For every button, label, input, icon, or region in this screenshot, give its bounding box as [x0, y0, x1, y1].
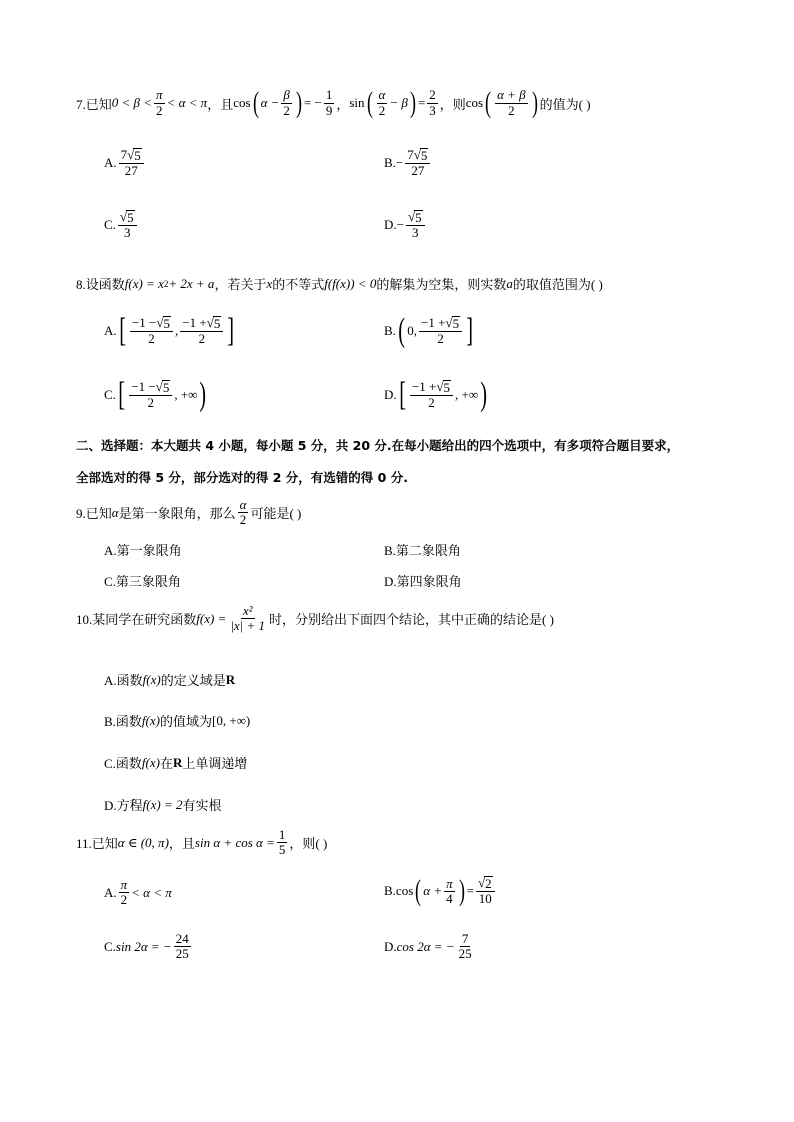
q10-suffix: 时，分别给出下面四个结论，其中正确的结论是( ) — [269, 612, 554, 628]
frac-den: 2 — [283, 102, 290, 118]
cos-text: cos — [465, 95, 484, 110]
zero: 0, — [407, 323, 417, 338]
radicand: 5 — [162, 379, 170, 395]
q8-option-b — [384, 314, 475, 348]
q11-option-b — [384, 876, 497, 907]
num-text: −1 − — [131, 378, 156, 394]
frac-den: 3 — [412, 225, 419, 241]
radicand: 5 — [127, 210, 134, 225]
radicand: 5 — [213, 315, 221, 331]
section-heading-line2: 全部选对的得 5 分，部分选对的得 2 分，有选错的得 0 分. — [76, 470, 408, 485]
right-bracket: ] — [466, 312, 474, 349]
frac-num — [180, 316, 223, 332]
frac-num: 1 — [278, 827, 286, 842]
sqrt — [156, 316, 171, 331]
frac-den: 27 — [411, 163, 425, 179]
section-heading-line1: 二、选择题：本大题共 4 小题，每小题 5 分，共 20 分.在每小题给出的四个选项中，有多项符合题目要求， — [76, 438, 680, 453]
q11-option-d — [384, 932, 476, 962]
fx: f(x) — [141, 754, 160, 770]
q7-pi-over-2 — [154, 88, 165, 118]
option-frac — [174, 932, 191, 962]
q7-expr2: − β — [389, 95, 408, 110]
left-paren: ( — [398, 312, 405, 349]
frac-num: α + β — [497, 87, 526, 103]
q10-option-c — [104, 753, 247, 772]
option-label: D. — [384, 217, 397, 233]
right-bracket: ] — [227, 312, 235, 349]
q11-expr: sin α + cos α = — [194, 834, 275, 850]
frac-den: 2 — [428, 395, 435, 410]
q7-stem — [76, 88, 591, 118]
q7-cond1: 0 < β < — [111, 95, 153, 110]
frac-num: π — [446, 875, 453, 891]
infinity: , +∞ — [174, 387, 198, 402]
frac-den: 2 — [120, 892, 128, 908]
q7-mid2: ， — [336, 96, 350, 112]
inner-expr: α + — [423, 883, 443, 899]
sqrt — [414, 148, 429, 163]
num-text: −1 + — [421, 314, 446, 330]
option-text: A.函数 — [104, 673, 143, 688]
option-frac — [476, 876, 495, 907]
q8-rest: + 2x + a — [168, 275, 215, 291]
sqrt-sign: √ — [436, 378, 444, 394]
frac-num: π — [120, 877, 128, 892]
sqrt — [436, 380, 451, 395]
radicand: 5 — [420, 148, 428, 163]
q9-prefix: 9.已知 — [76, 506, 112, 522]
left-paren: ( — [485, 86, 492, 119]
q10-option-b — [104, 711, 250, 730]
sqrt-sign: √ — [445, 314, 453, 330]
q7-option-b — [384, 148, 432, 179]
q11-frac — [277, 828, 288, 858]
left-paren: ( — [252, 86, 259, 119]
equation: f(x) = 2 — [142, 796, 183, 812]
var-a: a — [506, 275, 513, 291]
frac-num: 1 — [325, 87, 333, 103]
frac-num: x² — [242, 603, 253, 618]
frac-den: 2 — [508, 102, 515, 118]
sqrt-sign: √ — [407, 209, 416, 224]
frac-den: 2 — [156, 102, 163, 118]
option-frac — [119, 148, 144, 179]
sqrt-sign: √ — [477, 875, 486, 890]
frac-den: 3 — [123, 225, 131, 241]
range: [0, +∞) — [211, 712, 251, 728]
frac-num — [476, 876, 495, 892]
option-label: B. — [384, 323, 396, 338]
q8-mid3: 的解集为空集，则实数 — [376, 277, 507, 292]
sqrt — [156, 380, 171, 395]
q9-stem — [76, 498, 301, 528]
q8-mid: ，若关于 — [214, 277, 267, 292]
option-label: A. — [104, 884, 117, 900]
sqrt-sign: √ — [413, 147, 421, 162]
option-frac — [130, 316, 173, 347]
frac-den: 2 — [148, 331, 155, 346]
option-frac — [118, 210, 137, 241]
left-bracket: [ — [118, 376, 125, 413]
frac-den: 9 — [325, 102, 333, 118]
option-label: B. — [384, 883, 396, 899]
radicand: 5 — [415, 210, 422, 225]
sqrt — [207, 316, 222, 331]
q7-mid1: ，且 — [207, 96, 234, 112]
option-text: 在 — [159, 756, 173, 771]
option-label: C. — [104, 217, 116, 233]
q7-eq2: = — [417, 95, 426, 110]
frac-den: 25 — [175, 946, 189, 962]
option-tail: < α < π — [131, 884, 172, 900]
q11-suffix: ，则( ) — [289, 836, 328, 852]
option-label: A. — [104, 155, 117, 171]
right-paren: ) — [480, 376, 488, 413]
sqrt-sign: √ — [119, 209, 128, 224]
option-label: D. — [384, 938, 397, 954]
comma: , — [175, 323, 179, 338]
frac-den: 2 — [378, 102, 386, 118]
num-text: −1 + — [182, 314, 207, 330]
option-frac — [444, 877, 455, 907]
frac-den: 2 — [437, 331, 444, 346]
option-label: C. — [104, 387, 116, 402]
coef: 7 — [407, 147, 414, 162]
q10-prefix: 10.某同学在研究函数 — [76, 612, 197, 628]
right-paren: ) — [199, 376, 207, 413]
q7-expr1: α − — [260, 95, 280, 110]
q8-option-a — [104, 314, 237, 348]
q9-mid: 是第一象限角，那么 — [118, 506, 236, 522]
q11-option-a — [104, 878, 172, 908]
q8-option-d — [384, 378, 489, 412]
frac-den: 2 — [147, 395, 155, 410]
option-text: 有实根 — [182, 798, 222, 813]
option-label: D. — [384, 387, 397, 402]
option-frac — [410, 380, 453, 411]
option-expr: sin 2α = − — [115, 938, 172, 954]
q8-suffix: 的取值范围为( ) — [512, 277, 603, 292]
coef: 7 — [120, 147, 128, 162]
frac-den: |x| + 1 — [230, 618, 266, 634]
q7-eq1: = − — [303, 95, 322, 110]
sqrt-sign: √ — [127, 147, 135, 162]
frac-num: 24 — [175, 931, 189, 946]
frac-num — [406, 210, 425, 226]
frac-num: α — [239, 497, 247, 512]
frac-den: 10 — [478, 891, 492, 907]
sqrt — [127, 148, 142, 163]
right-paren: ) — [531, 86, 538, 119]
option-label: A. — [104, 323, 117, 338]
option-expr: cos 2α = − — [396, 938, 455, 954]
fx: f(x) — [141, 712, 160, 728]
sqrt — [120, 210, 135, 225]
q9-frac — [238, 498, 249, 528]
radicand: 5 — [443, 379, 451, 395]
q11-stem — [76, 828, 327, 858]
frac-den: 2 — [198, 331, 206, 346]
minus-sign: − — [396, 217, 404, 233]
num-text: −1 − — [131, 314, 157, 330]
q7-alpha-frac — [377, 88, 388, 118]
q10-option-d — [104, 795, 221, 814]
q9-suffix: 可能是( ) — [250, 506, 302, 522]
sqrt — [478, 876, 493, 891]
option-frac — [129, 380, 172, 411]
option-frac — [457, 932, 474, 962]
right-paren: ) — [295, 86, 302, 119]
left-bracket: [ — [118, 312, 126, 349]
fx: f(x) — [142, 671, 161, 687]
sqrt — [445, 316, 460, 331]
q10-frac — [228, 604, 267, 634]
right-paren: ) — [409, 86, 416, 119]
option-text: 的定义域是 — [160, 673, 226, 688]
q7-option-c — [104, 210, 139, 241]
reals-symbol: R — [172, 754, 183, 770]
option-frac — [180, 316, 223, 347]
q7-val1 — [324, 88, 335, 118]
var-alpha: α — [111, 504, 119, 520]
left-paren: ( — [415, 874, 422, 908]
q7-val2 — [427, 88, 438, 118]
var-x: x — [266, 275, 273, 291]
left-bracket: [ — [398, 376, 406, 413]
option-label: C. — [104, 938, 116, 954]
sqrt-sign: √ — [156, 314, 164, 330]
q9-option-d: D.第四象限角 — [384, 574, 462, 589]
frac-den: 5 — [278, 842, 286, 858]
frac-num: π — [156, 87, 163, 103]
frac-den: 27 — [124, 163, 138, 179]
minus-sign: − — [395, 155, 404, 171]
q7-target-frac — [495, 88, 528, 118]
frac-num — [129, 380, 172, 396]
sqrt-sign: √ — [155, 378, 163, 394]
q9-option-c: C.第三象限角 — [104, 574, 181, 589]
sin-text: sin — [349, 95, 365, 110]
radicand: 2 — [485, 876, 492, 891]
option-text: B.函数 — [104, 714, 142, 729]
sqrt — [408, 210, 423, 225]
option-frac — [405, 148, 430, 179]
q8-prefix: 8.设函数 — [76, 277, 125, 292]
q8-option-c — [104, 378, 209, 412]
q9-option-b: B.第二象限角 — [384, 543, 461, 558]
q8-mid2: 的不等式 — [272, 277, 325, 292]
q7-prefix: 7.已知 — [76, 96, 112, 112]
reals-symbol: R — [225, 671, 236, 687]
frac-den: 3 — [429, 102, 436, 118]
equals: = — [466, 883, 474, 899]
frac-num — [118, 210, 137, 226]
frac-num — [410, 380, 453, 396]
infinity: , +∞ — [455, 387, 479, 402]
option-frac — [406, 210, 425, 241]
frac-den: 4 — [446, 890, 453, 906]
frac-num — [405, 148, 430, 164]
option-text: C.函数 — [104, 756, 142, 771]
cos-text: cos — [233, 95, 251, 110]
q11-cond: α ∈ (0, π) — [117, 834, 169, 850]
radicand: 5 — [134, 148, 141, 163]
q7-beta-frac — [281, 88, 292, 118]
option-label: B. — [384, 155, 396, 171]
q7-mid3: ，则 — [439, 96, 466, 112]
option-text: 上单调递增 — [182, 756, 248, 771]
q7-suffix: 的值为( ) — [539, 96, 591, 112]
frac-den: 25 — [458, 946, 472, 962]
superscript: 2 — [163, 278, 169, 289]
option-text: D.方程 — [104, 798, 143, 813]
frac-num — [419, 316, 462, 332]
frac-num: 7 — [461, 931, 469, 946]
num-text: −1 + — [411, 378, 437, 394]
frac-den: 2 — [239, 512, 247, 528]
sqrt-sign: √ — [206, 314, 214, 330]
q11-option-c — [104, 932, 193, 962]
frac-num — [119, 148, 144, 164]
q8-fx: f(x) = x — [124, 275, 164, 291]
radicand: 5 — [163, 315, 171, 331]
q7-cond1-tail: < α < π — [166, 95, 208, 110]
radicand: 5 — [452, 315, 460, 331]
q9-option-a: A.第一象限角 — [104, 543, 182, 558]
option-frac — [119, 878, 130, 908]
right-paren: ) — [458, 874, 465, 908]
cos-text: cos — [395, 883, 414, 899]
q8-stem — [76, 274, 603, 293]
frac-num: α — [378, 87, 386, 103]
q11-prefix: 11.已知 — [76, 836, 118, 852]
q10-stem — [76, 604, 554, 634]
q11-mid: ，且 — [168, 836, 195, 852]
left-paren: ( — [366, 86, 373, 119]
option-frac — [419, 316, 462, 347]
frac-num: β — [283, 87, 290, 103]
frac-num: 2 — [429, 87, 436, 103]
frac-num — [130, 316, 173, 332]
option-text: 的值域为 — [159, 714, 212, 729]
q8-ineq: f(f(x)) < 0 — [324, 275, 377, 291]
q10-fx: f(x) = — [196, 610, 227, 626]
q7-option-a — [104, 148, 146, 179]
q7-option-d — [384, 210, 427, 241]
q10-option-a — [104, 670, 235, 689]
